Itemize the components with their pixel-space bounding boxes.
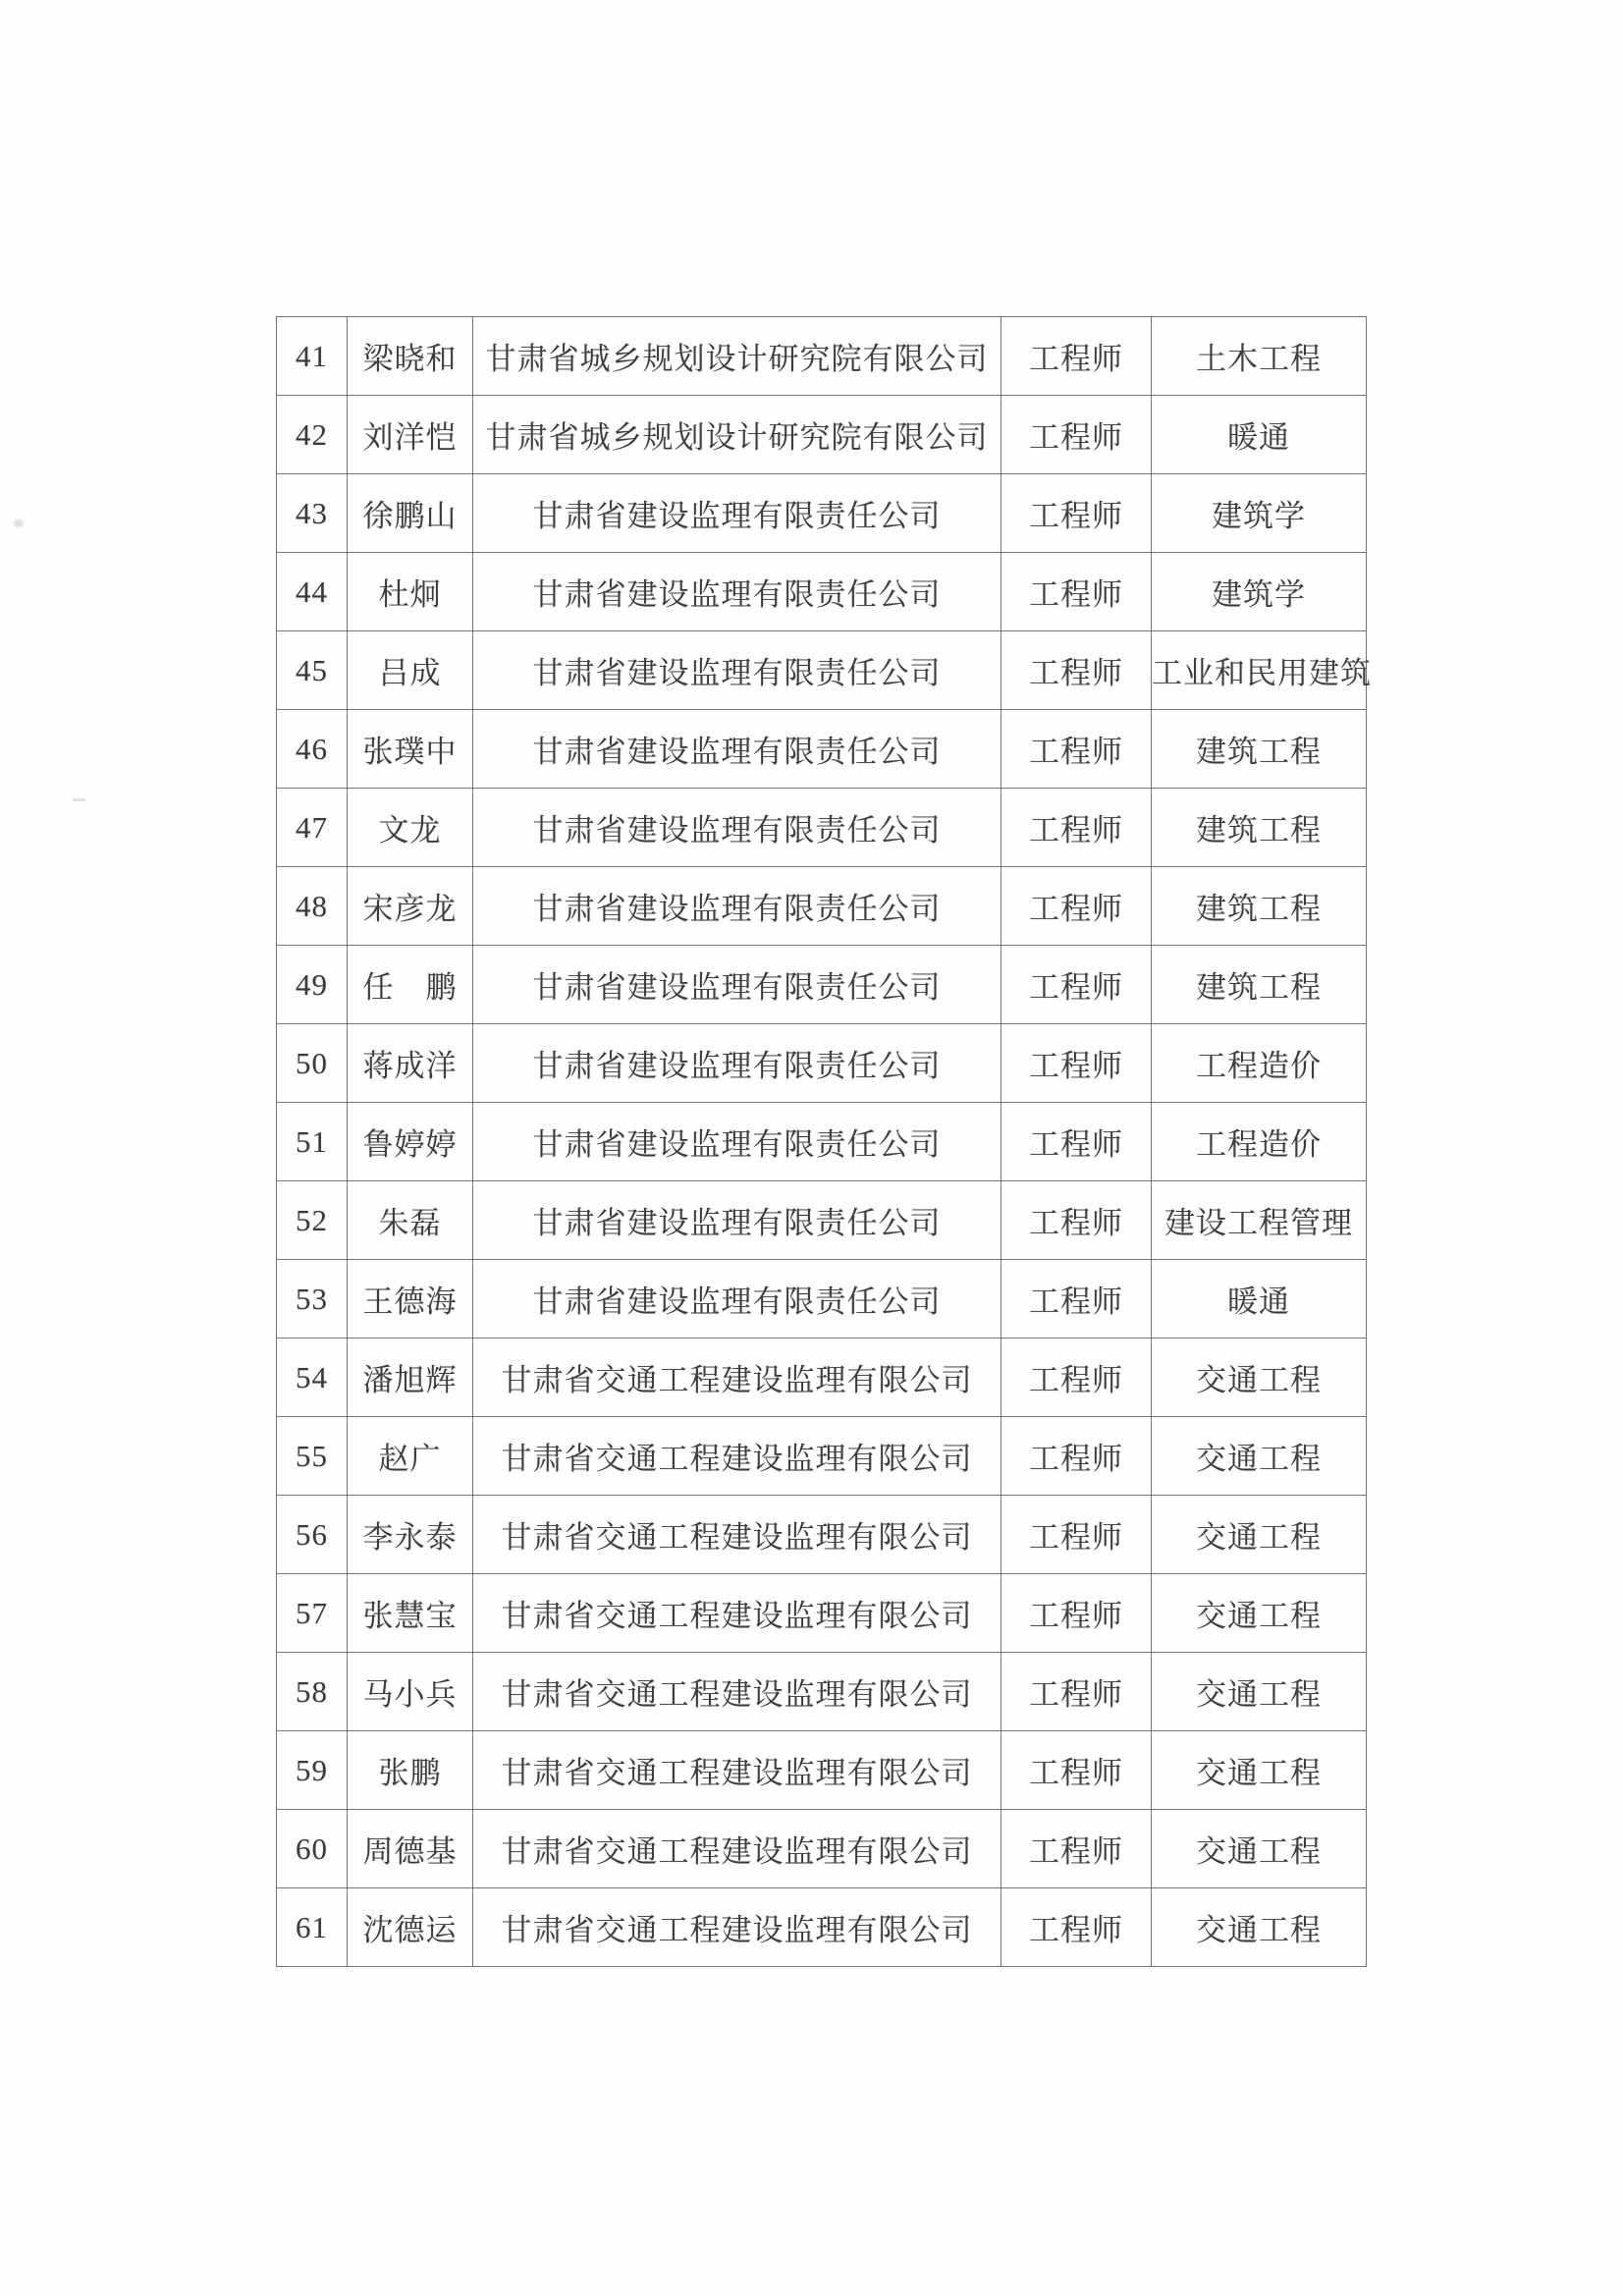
table-row [277, 474, 1367, 553]
table-row [277, 631, 1367, 710]
cell-company-name: 甘肃省城乡规划设计研究院有限公司 [473, 396, 1001, 474]
cell-person-name: 杜炯 [348, 553, 473, 631]
cell-person-name: 张慧宝 [348, 1574, 473, 1653]
cell-job-title: 工程师 [1001, 710, 1152, 789]
cell-company-name: 甘肃省交通工程建设监理有限公司 [473, 1888, 1001, 1967]
table-row [277, 1417, 1367, 1496]
cell-serial-number: 42 [277, 396, 348, 474]
cell-company-name: 甘肃省交通工程建设监理有限公司 [473, 1339, 1001, 1417]
cell-major: 交通工程 [1152, 1731, 1367, 1810]
cell-company-name: 甘肃省建设监理有限责任公司 [473, 946, 1001, 1024]
table-row [277, 1496, 1367, 1574]
cell-job-title: 工程师 [1001, 1103, 1152, 1181]
table-row [277, 1103, 1367, 1181]
cell-job-title: 工程师 [1001, 1496, 1152, 1574]
cell-major: 建筑工程 [1152, 789, 1367, 867]
cell-person-name: 张璞中 [348, 710, 473, 789]
cell-major: 交通工程 [1152, 1653, 1367, 1731]
cell-job-title: 工程师 [1001, 1888, 1152, 1967]
cell-company-name: 甘肃省建设监理有限责任公司 [473, 1024, 1001, 1103]
cell-person-name: 朱磊 [348, 1181, 473, 1260]
cell-job-title: 工程师 [1001, 396, 1152, 474]
table-row [277, 396, 1367, 474]
cell-major: 交通工程 [1152, 1339, 1367, 1417]
cell-company-name: 甘肃省交通工程建设监理有限公司 [473, 1496, 1001, 1574]
cell-serial-number: 52 [277, 1181, 348, 1260]
cell-job-title: 工程师 [1001, 1339, 1152, 1417]
table-row [277, 710, 1367, 789]
table-row [277, 867, 1367, 946]
table-row [277, 946, 1367, 1024]
cell-person-name: 鲁婷婷 [348, 1103, 473, 1181]
cell-major: 工程造价 [1152, 1024, 1367, 1103]
cell-company-name: 甘肃省交通工程建设监理有限公司 [473, 1731, 1001, 1810]
table-row [277, 1339, 1367, 1417]
scan-artifact [14, 519, 24, 527]
cell-major: 暖通 [1152, 396, 1367, 474]
cell-person-name: 沈德运 [348, 1888, 473, 1967]
table-row [277, 1810, 1367, 1888]
table-row [277, 1731, 1367, 1810]
table-row [277, 317, 1367, 396]
cell-serial-number: 56 [277, 1496, 348, 1574]
cell-person-name: 蒋成洋 [348, 1024, 473, 1103]
cell-serial-number: 46 [277, 710, 348, 789]
cell-person-name: 周德基 [348, 1810, 473, 1888]
scan-artifact [73, 798, 85, 801]
cell-serial-number: 53 [277, 1260, 348, 1339]
cell-job-title: 工程师 [1001, 1574, 1152, 1653]
cell-serial-number: 55 [277, 1417, 348, 1496]
table-row [277, 1888, 1367, 1967]
cell-serial-number: 61 [277, 1888, 348, 1967]
cell-serial-number: 59 [277, 1731, 348, 1810]
cell-serial-number: 58 [277, 1653, 348, 1731]
cell-job-title: 工程师 [1001, 317, 1152, 396]
cell-company-name: 甘肃省建设监理有限责任公司 [473, 631, 1001, 710]
cell-person-name: 文龙 [348, 789, 473, 867]
cell-person-name: 梁晓和 [348, 317, 473, 396]
cell-person-name: 张鹏 [348, 1731, 473, 1810]
cell-job-title: 工程师 [1001, 1731, 1152, 1810]
cell-company-name: 甘肃省建设监理有限责任公司 [473, 867, 1001, 946]
cell-major: 建筑学 [1152, 474, 1367, 553]
cell-company-name: 甘肃省建设监理有限责任公司 [473, 1260, 1001, 1339]
cell-company-name: 甘肃省城乡规划设计研究院有限公司 [473, 317, 1001, 396]
cell-major: 交通工程 [1152, 1496, 1367, 1574]
cell-person-name: 王德海 [348, 1260, 473, 1339]
cell-job-title: 工程师 [1001, 1024, 1152, 1103]
cell-serial-number: 47 [277, 789, 348, 867]
cell-job-title: 工程师 [1001, 474, 1152, 553]
cell-serial-number: 49 [277, 946, 348, 1024]
table-row [277, 1181, 1367, 1260]
cell-job-title: 工程师 [1001, 1417, 1152, 1496]
cell-major: 建设工程管理 [1152, 1181, 1367, 1260]
cell-serial-number: 45 [277, 631, 348, 710]
cell-job-title: 工程师 [1001, 1260, 1152, 1339]
cell-person-name: 马小兵 [348, 1653, 473, 1731]
table-row [277, 1574, 1367, 1653]
cell-major: 暖通 [1152, 1260, 1367, 1339]
cell-major: 建筑工程 [1152, 946, 1367, 1024]
cell-job-title: 工程师 [1001, 946, 1152, 1024]
cell-major: 交通工程 [1152, 1417, 1367, 1496]
cell-major: 工程造价 [1152, 1103, 1367, 1181]
cell-major: 工业和民用建筑 [1152, 631, 1367, 710]
table-row [277, 1024, 1367, 1103]
cell-job-title: 工程师 [1001, 1181, 1152, 1260]
cell-job-title: 工程师 [1001, 1653, 1152, 1731]
cell-company-name: 甘肃省交通工程建设监理有限公司 [473, 1653, 1001, 1731]
cell-serial-number: 57 [277, 1574, 348, 1653]
cell-serial-number: 54 [277, 1339, 348, 1417]
cell-serial-number: 50 [277, 1024, 348, 1103]
cell-company-name: 甘肃省建设监理有限责任公司 [473, 789, 1001, 867]
cell-major: 建筑工程 [1152, 867, 1367, 946]
cell-company-name: 甘肃省建设监理有限责任公司 [473, 710, 1001, 789]
table-row [277, 789, 1367, 867]
cell-major: 土木工程 [1152, 317, 1367, 396]
cell-serial-number: 43 [277, 474, 348, 553]
cell-job-title: 工程师 [1001, 1810, 1152, 1888]
cell-company-name: 甘肃省交通工程建设监理有限公司 [473, 1417, 1001, 1496]
personnel-roster-table [276, 316, 1372, 1967]
cell-company-name: 甘肃省交通工程建设监理有限公司 [473, 1810, 1001, 1888]
cell-person-name: 李永泰 [348, 1496, 473, 1574]
cell-person-name: 潘旭辉 [348, 1339, 473, 1417]
cell-major: 建筑学 [1152, 553, 1367, 631]
cell-person-name: 赵广 [348, 1417, 473, 1496]
cell-company-name: 甘肃省建设监理有限责任公司 [473, 1181, 1001, 1260]
cell-company-name: 甘肃省建设监理有限责任公司 [473, 553, 1001, 631]
cell-job-title: 工程师 [1001, 553, 1152, 631]
cell-person-name: 宋彦龙 [348, 867, 473, 946]
cell-person-name: 任 鹏 [348, 946, 473, 1024]
cell-major: 交通工程 [1152, 1810, 1367, 1888]
cell-person-name: 吕成 [348, 631, 473, 710]
cell-major: 交通工程 [1152, 1574, 1367, 1653]
cell-company-name: 甘肃省建设监理有限责任公司 [473, 474, 1001, 553]
cell-serial-number: 41 [277, 317, 348, 396]
cell-major: 建筑工程 [1152, 710, 1367, 789]
table-row [277, 1260, 1367, 1339]
cell-job-title: 工程师 [1001, 789, 1152, 867]
cell-major: 交通工程 [1152, 1888, 1367, 1967]
cell-person-name: 刘洋恺 [348, 396, 473, 474]
cell-person-name: 徐鹏山 [348, 474, 473, 553]
table-row [277, 1653, 1367, 1731]
table-row [277, 553, 1367, 631]
cell-job-title: 工程师 [1001, 867, 1152, 946]
cell-serial-number: 60 [277, 1810, 348, 1888]
cell-job-title: 工程师 [1001, 631, 1152, 710]
cell-serial-number: 51 [277, 1103, 348, 1181]
cell-company-name: 甘肃省交通工程建设监理有限公司 [473, 1574, 1001, 1653]
cell-company-name: 甘肃省建设监理有限责任公司 [473, 1103, 1001, 1181]
cell-serial-number: 48 [277, 867, 348, 946]
cell-serial-number: 44 [277, 553, 348, 631]
